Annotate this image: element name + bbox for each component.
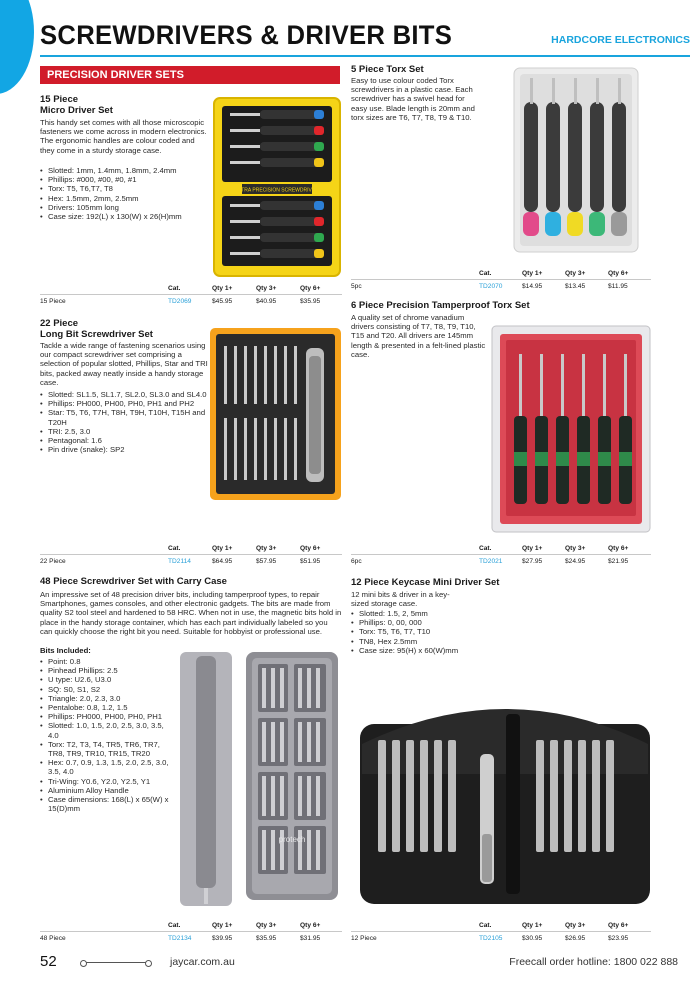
table-cell: $27.95	[522, 558, 543, 565]
spec-item: • Phillips: #000, #00, #0, #1	[40, 175, 212, 184]
table-cell: $39.95	[212, 935, 233, 942]
spec-item: • Case dimensions: 168(L) x 65(W) x 15(D)mm	[40, 795, 176, 813]
spec-item: • Pentalobe: 0.8, 1.2, 1.5	[40, 703, 176, 712]
table-cell: TD2105	[479, 935, 503, 942]
column-header: Cat.	[479, 545, 522, 555]
column-header: Qty 1+	[212, 545, 256, 555]
column-header: Cat.	[479, 922, 522, 932]
column-header	[351, 922, 479, 932]
column-header: Qty 3+	[256, 285, 300, 295]
column-header: Qty 6+	[608, 270, 651, 280]
column-header	[40, 285, 168, 295]
product-description: Tackle a wide range of fastening scenarios using our compact screwdriver set comprising a selection of popular slotted, Phillips, Star and TRI bits, packed away neatly inside a handy storage case.	[40, 341, 208, 387]
product-image-5-piece-torx	[508, 64, 644, 254]
table-cell: 48 Piece	[40, 935, 66, 942]
table-cell: $40.95	[256, 298, 277, 305]
spec-item: • Case size: 192(L) x 130(W) x 26(H)mm	[40, 212, 212, 221]
spec-item: • Phillips: PH000, PH00, PH0, PH1 and PH2	[40, 399, 208, 408]
column-header: Qty 1+	[522, 922, 565, 932]
case-label: ULTRA PRECISION SCREWDRIVER	[235, 187, 319, 194]
column-header: Qty 1+	[212, 285, 256, 295]
column-header: Cat.	[479, 270, 522, 280]
spec-item: • Torx: T5, T6, T7, T10	[351, 627, 461, 636]
table-cell: $30.95	[522, 935, 543, 942]
table-cell: $21.95	[608, 558, 629, 565]
table-cell: $35.95	[300, 298, 321, 305]
spec-item: • TN8, Hex 2.5mm	[351, 637, 461, 646]
spec-item: • Pin drive (snake): SP2	[40, 445, 208, 454]
table-row	[351, 555, 651, 566]
table-cell: TD2134	[168, 935, 192, 942]
section-banner: PRECISION DRIVER SETS	[40, 66, 340, 84]
product-image-6-piece-torx	[490, 324, 652, 534]
page-number: 52	[40, 953, 57, 970]
spec-list	[351, 609, 461, 655]
column-header: Cat.	[168, 285, 212, 295]
table-cell: $31.95	[300, 935, 321, 942]
table-cell: TD2070	[479, 283, 503, 290]
table-cell: 22 Piece	[40, 558, 66, 565]
table-cell: $23.95	[608, 935, 629, 942]
table-cell: $35.95	[256, 935, 277, 942]
price-table-22-piece	[40, 545, 342, 565]
price-table-5-piece-torx	[351, 270, 651, 290]
product-image-22-piece-set	[208, 326, 343, 502]
page-title: SCREWDRIVERS & DRIVER BITS	[40, 20, 453, 50]
column-header	[351, 545, 479, 555]
table-row	[40, 932, 342, 943]
product-image-12-piece-keycase	[356, 684, 654, 906]
product-description: A quality set of chrome vanadium drivers consisting of T7, T8, T9, T10, T15 and T20. All drivers are 145mm length & presented in a felt-lined plastic case.	[351, 313, 486, 359]
table-cell: $64.95	[212, 558, 233, 565]
product-title-6-piece-torx: 6 Piece Precision Tamperproof Torx Set	[351, 300, 530, 311]
spec-item: • Star: T5, T6, T7H, T8H, T9H, T10H, T15H and T20H	[40, 408, 208, 426]
table-cell: $51.95	[300, 558, 321, 565]
product-title-15-piece: 15 Piece Micro Driver Set	[40, 94, 113, 116]
order-hotline: Freecall order hotline: 1800 022 888	[509, 956, 678, 968]
price-table-15-piece	[40, 285, 342, 305]
column-header: Qty 6+	[300, 545, 342, 555]
title-divider	[40, 55, 690, 57]
column-header: Qty 6+	[300, 285, 342, 295]
table-cell: $26.95	[565, 935, 586, 942]
product-image-48-piece-set	[176, 648, 342, 910]
footer-divider	[84, 962, 148, 963]
spec-item: • Hex: 0.7, 0.9, 1.3, 1.5, 2.0, 2.5, 3.0, 3.5, 4.0	[40, 758, 176, 776]
spec-item: • Torx: T2, T3, T4, TR5, TR6, TR7, TR8, TR9, TR10, TR15, TR20	[40, 740, 176, 758]
spec-item: • Point: 0.8	[40, 657, 176, 666]
column-header	[40, 922, 168, 932]
table-row	[40, 555, 342, 566]
spec-item: • Aluminium Alloy Handle	[40, 786, 176, 795]
column-header: Qty 1+	[212, 922, 256, 932]
spec-list	[40, 390, 208, 454]
category-label: HARDCORE ELECTRONICS	[551, 34, 690, 46]
column-header: Qty 3+	[256, 545, 300, 555]
column-header: Qty 3+	[565, 270, 608, 280]
spec-item: • Phillips: 0, 00, 000	[351, 618, 461, 627]
price-table-48-piece	[40, 922, 342, 942]
table-row	[351, 932, 651, 943]
table-cell: $14.95	[522, 283, 543, 290]
spec-item: • Slotted: SL1.5, SL1.7, SL2.0, SL3.0 and SL4.0	[40, 390, 208, 399]
table-cell: $45.95	[212, 298, 233, 305]
column-header: Qty 1+	[522, 270, 565, 280]
table-cell: $57.95	[256, 558, 277, 565]
product-title-5-piece-torx: 5 Piece Torx Set	[351, 64, 424, 75]
brand-label: protech	[278, 835, 306, 844]
spec-item: • Slotted: 1.5, 2, 5mm	[351, 609, 461, 618]
table-row	[351, 280, 651, 291]
spec-item: • Slotted: 1.0, 1.5, 2.0, 2.5, 3.0, 3.5, 4.0	[40, 721, 176, 739]
table-cell: 15 Piece	[40, 298, 66, 305]
product-description: An impressive set of 48 precision driver bits, including tamperproof types, to repair Smartphones, games consoles, and other electronic gadgets. The bits are made from quality S2 tool steel and hardened to 58 HRC. When not in use, the magnetic bits hold in place in the handy storage container, which has each part individually labeled so you can quickly choose the right bit you need. Suitable for hobbyist or professional use.	[40, 590, 342, 636]
spec-list	[40, 657, 176, 813]
table-cell: $13.45	[565, 283, 586, 290]
column-header	[40, 545, 168, 555]
table-cell: TD2069	[168, 298, 192, 305]
column-header	[351, 270, 479, 280]
corner-tab-decoration	[0, 0, 34, 94]
table-cell: 6pc	[351, 558, 362, 565]
product-description: Easy to use colour coded Torx screwdrivers in a plastic case. Each screwdriver has a swivel head for easy use. Blade length is 20mm and torx sizes are T6, T7, T8, T9 & T10.	[351, 76, 475, 122]
bits-included-heading: Bits Included:	[40, 646, 91, 655]
column-header: Qty 3+	[565, 545, 608, 555]
spec-item: • Torx: T5, T6,T7, T8	[40, 184, 212, 193]
spec-item: • Hex: 1.5mm, 2mm, 2.5mm	[40, 194, 212, 203]
product-title-48-piece: 48 Piece Screwdriver Set with Carry Case	[40, 576, 227, 587]
column-header: Qty 3+	[565, 922, 608, 932]
price-table-12-piece	[351, 922, 651, 942]
price-table-6-piece-torx	[351, 545, 651, 565]
column-header: Qty 1+	[522, 545, 565, 555]
spec-item: • Drivers: 105mm long	[40, 203, 212, 212]
website-link[interactable]: jaycar.com.au	[170, 956, 235, 968]
table-cell: 12 Piece	[351, 935, 377, 942]
product-title-12-piece: 12 Piece Keycase Mini Driver Set	[351, 577, 500, 588]
spec-item: • Triangle: 2.0, 2.3, 3.0	[40, 694, 176, 703]
table-cell: TD2021	[479, 558, 503, 565]
product-description: This handy set comes with all those microscopic fasteners we come across in modern electronics. The ergonomic handles are colour coded and they come in a sturdy storage case.	[40, 118, 207, 155]
column-header: Qty 6+	[608, 545, 651, 555]
table-cell: 5pc	[351, 283, 362, 290]
spec-item: • Phillips: PH000, PH00, PH0, PH1	[40, 712, 176, 721]
spec-item: • U type: U2.6, U3.0	[40, 675, 176, 684]
table-cell: $24.95	[565, 558, 586, 565]
column-header: Qty 6+	[608, 922, 651, 932]
product-description: 12 mini bits & driver in a key-sized storage case.	[351, 590, 450, 609]
spec-item: • SQ: S0, S1, S2	[40, 685, 176, 694]
product-image-15-piece-set	[212, 96, 342, 278]
table-cell: TD2114	[168, 558, 191, 565]
table-cell: $11.95	[608, 283, 628, 290]
table-row	[40, 295, 342, 306]
spec-item: • Case size: 95(H) x 60(W)mm	[351, 646, 461, 655]
column-header: Qty 3+	[256, 922, 300, 932]
column-header: Cat.	[168, 922, 212, 932]
spec-item: • Tri-Wing: Y0.6, Y2.0, Y2.5, Y1	[40, 777, 176, 786]
spec-item: • TRI: 2.5, 3.0	[40, 427, 208, 436]
spec-list	[40, 166, 212, 221]
spec-item: • Pentagonal: 1.6	[40, 436, 208, 445]
product-title-22-piece: 22 Piece Long Bit Screwdriver Set	[40, 318, 153, 340]
spec-item: • Pinhead Phillips: 2.5	[40, 666, 176, 675]
spec-item: • Slotted: 1mm, 1.4mm, 1.8mm, 2.4mm	[40, 166, 212, 175]
column-header: Qty 6+	[300, 922, 342, 932]
column-header: Cat.	[168, 545, 212, 555]
